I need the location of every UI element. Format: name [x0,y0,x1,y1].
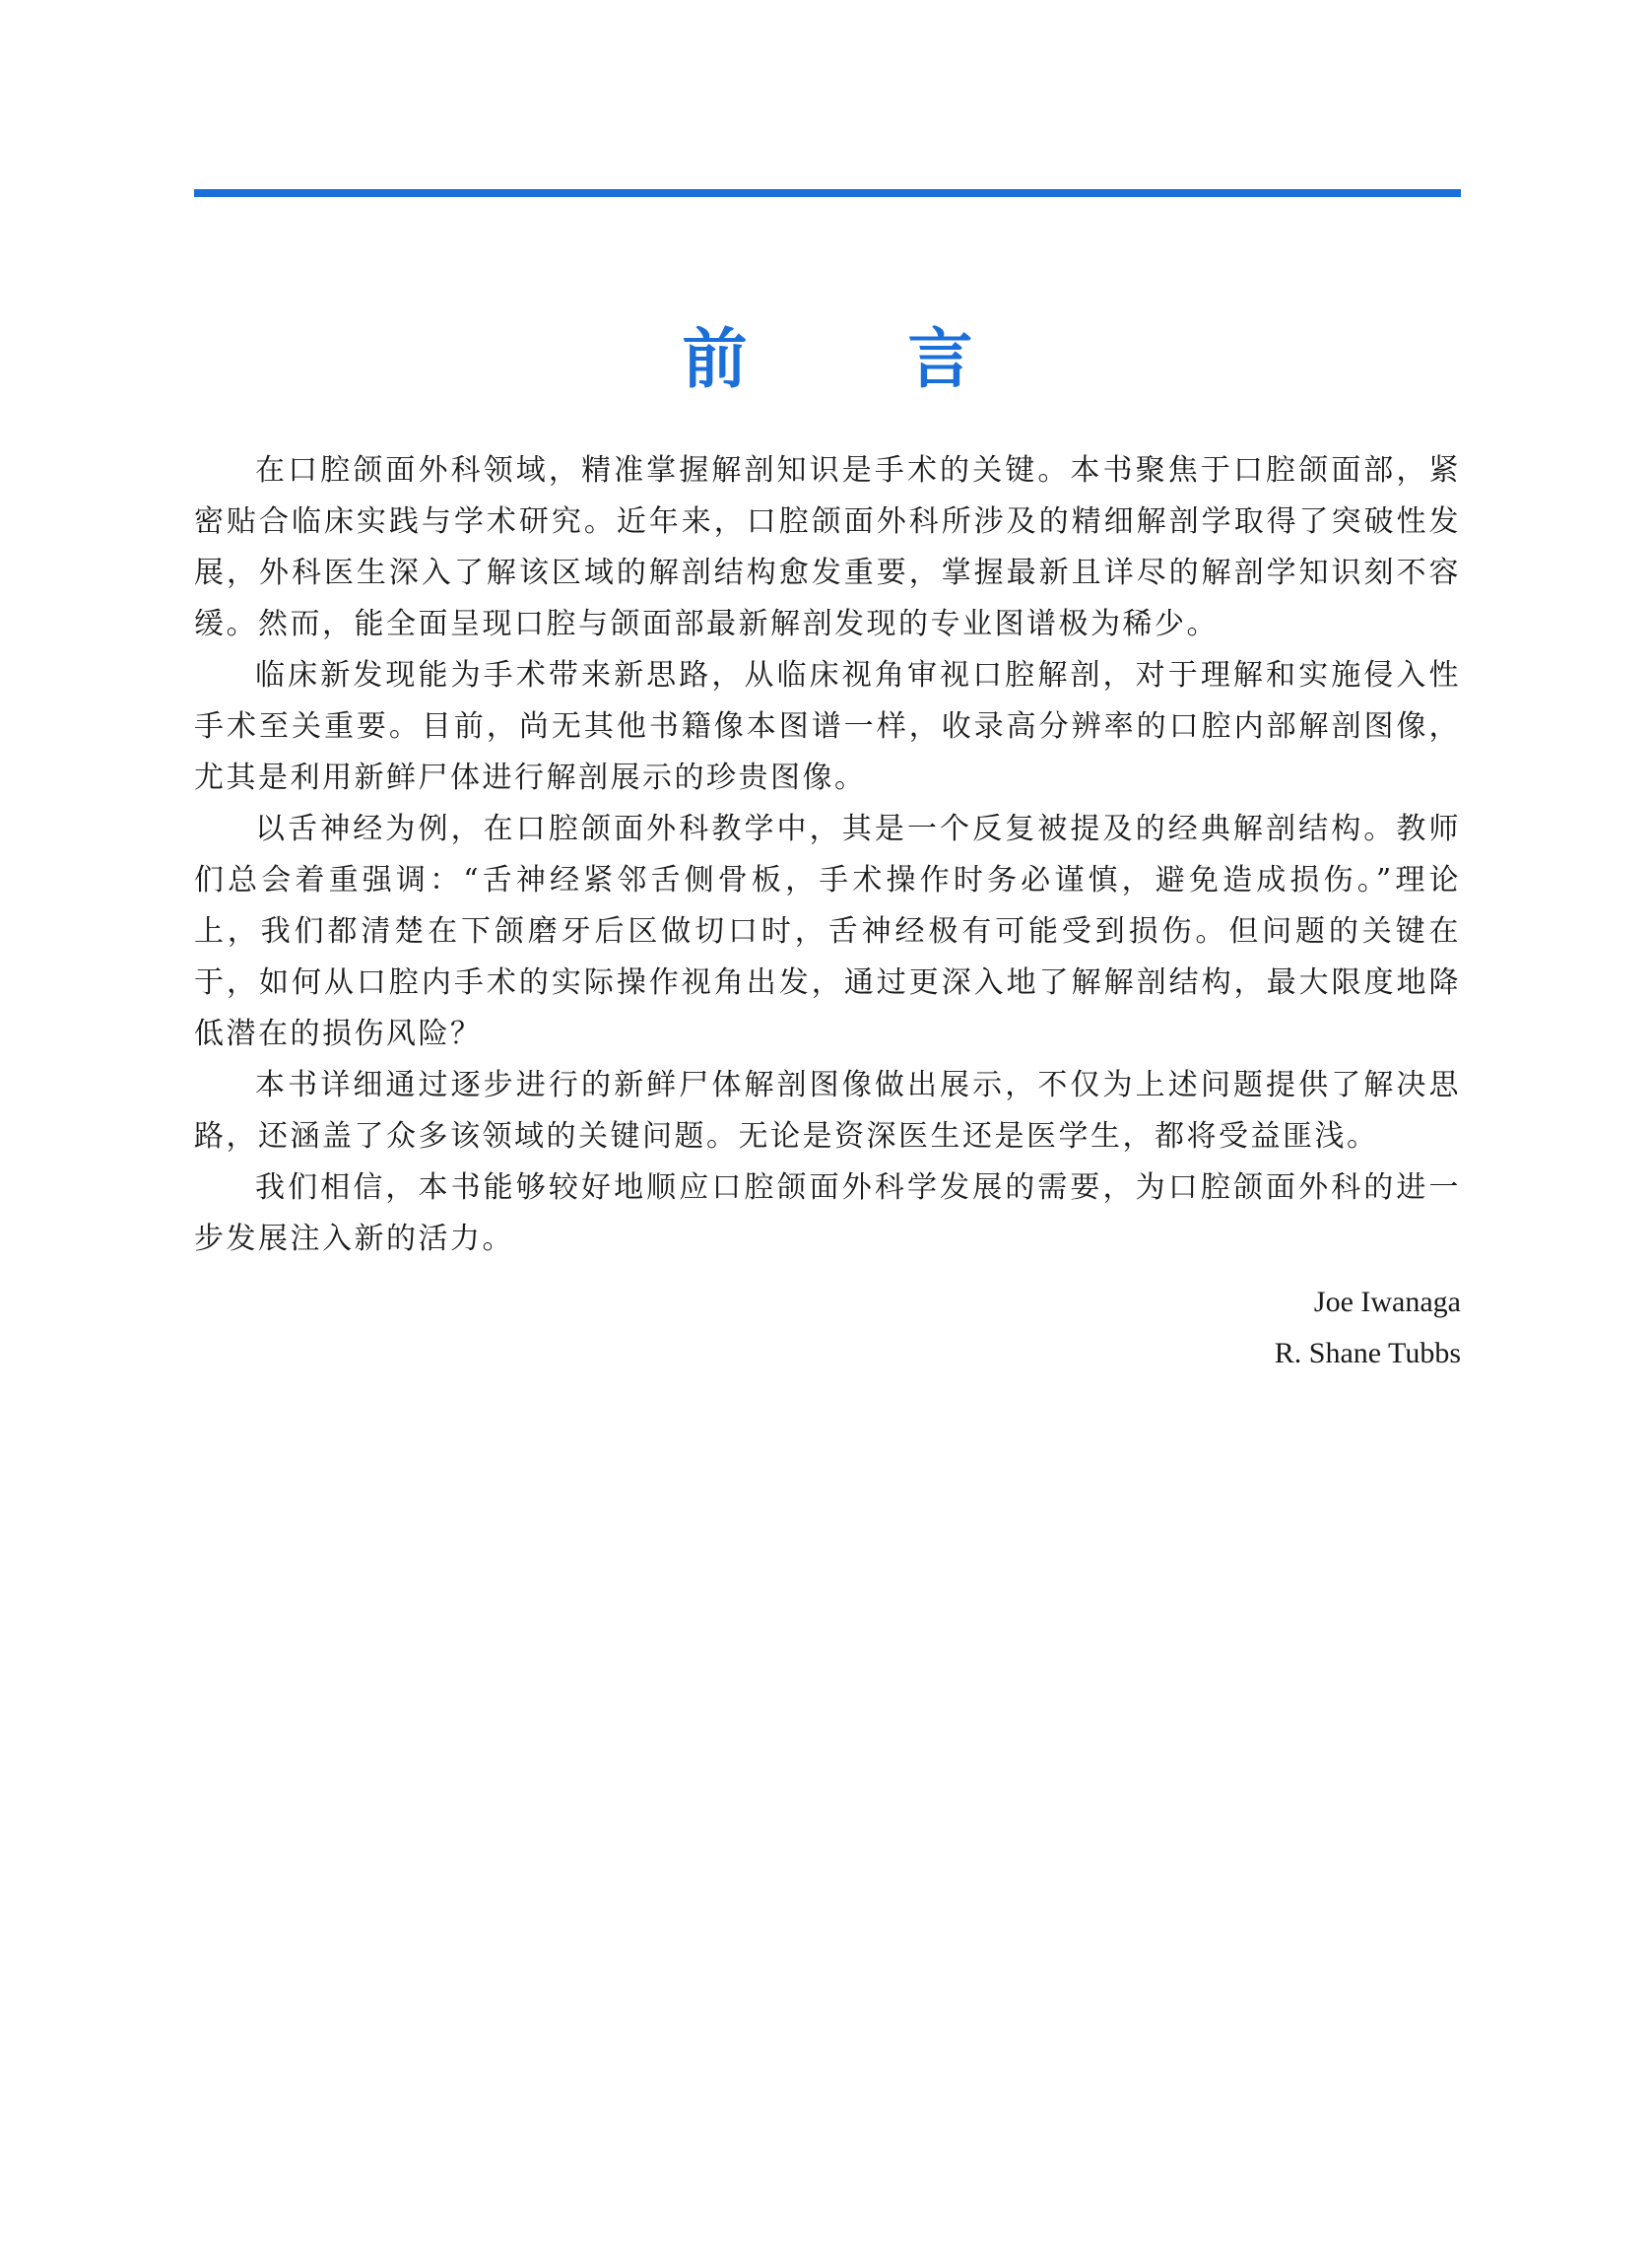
author-name: R. Shane Tubbs [1274,1337,1461,1369]
page-title: 前 言 [682,320,1042,398]
paragraph: 本书详细通过逐步进行的新鲜尸体解剖图像做出展示，不仅为上述问题提供了解决思路，还涵盖了众多该领域的关键问题。无论是资深医生还是医学生，都将受益匪浅。 [194,1068,1461,1154]
paragraph: 我们相信，本书能够较好地顺应口腔颌面外科学发展的需要，为口腔颌面外科的进一步发展注入新的活力。 [194,1170,1461,1256]
top-rule [194,189,1461,197]
paragraph: 临床新发现能为手术带来新思路，从临床视角审视口腔解剖，对于理解和实施侵入性手术至关重要。目前，尚无其他书籍像本图谱一样，收录高分辨率的口腔内部解剖图像，尤其是利用新鲜尸体进行解剖展示的珍贵图像。 [194,658,1461,795]
paragraph: 在口腔颌面外科领域，精准掌握解剖知识是手术的关键。本书聚焦于口腔颌面部，紧密贴合临床实践与学术研究。近年来，口腔颌面外科所涉及的精细解剖学取得了突破性发展，外科医生深入了解该区域的解剖结构愈发重要，掌握最新且详尽的解剖学知识刻不容缓。然而，能全面呈现口腔与颌面部最新解剖发现的专业图谱极为稀少。 [194,453,1461,641]
author-signature [1275,1277,1461,1379]
paragraph: 以舌神经为例，在口腔颌面外科教学中，其是一个反复被提及的经典解剖结构。教师们总会着重强调：“舌神经紧邻舌侧骨板，手术操作时务必谨慎，避免造成损伤。”理论上，我们都清楚在下颌磨牙后区做切口时，舌神经极有可能受到损伤。但问题的关键在于，如何从口腔内手术的实际操作视角出发，通过更深入地了解解剖结构，最大限度地降低潜在的损伤风险？ [194,812,1461,1051]
author-name: Joe Iwanaga [1313,1286,1461,1318]
preface-body [194,445,1461,1265]
